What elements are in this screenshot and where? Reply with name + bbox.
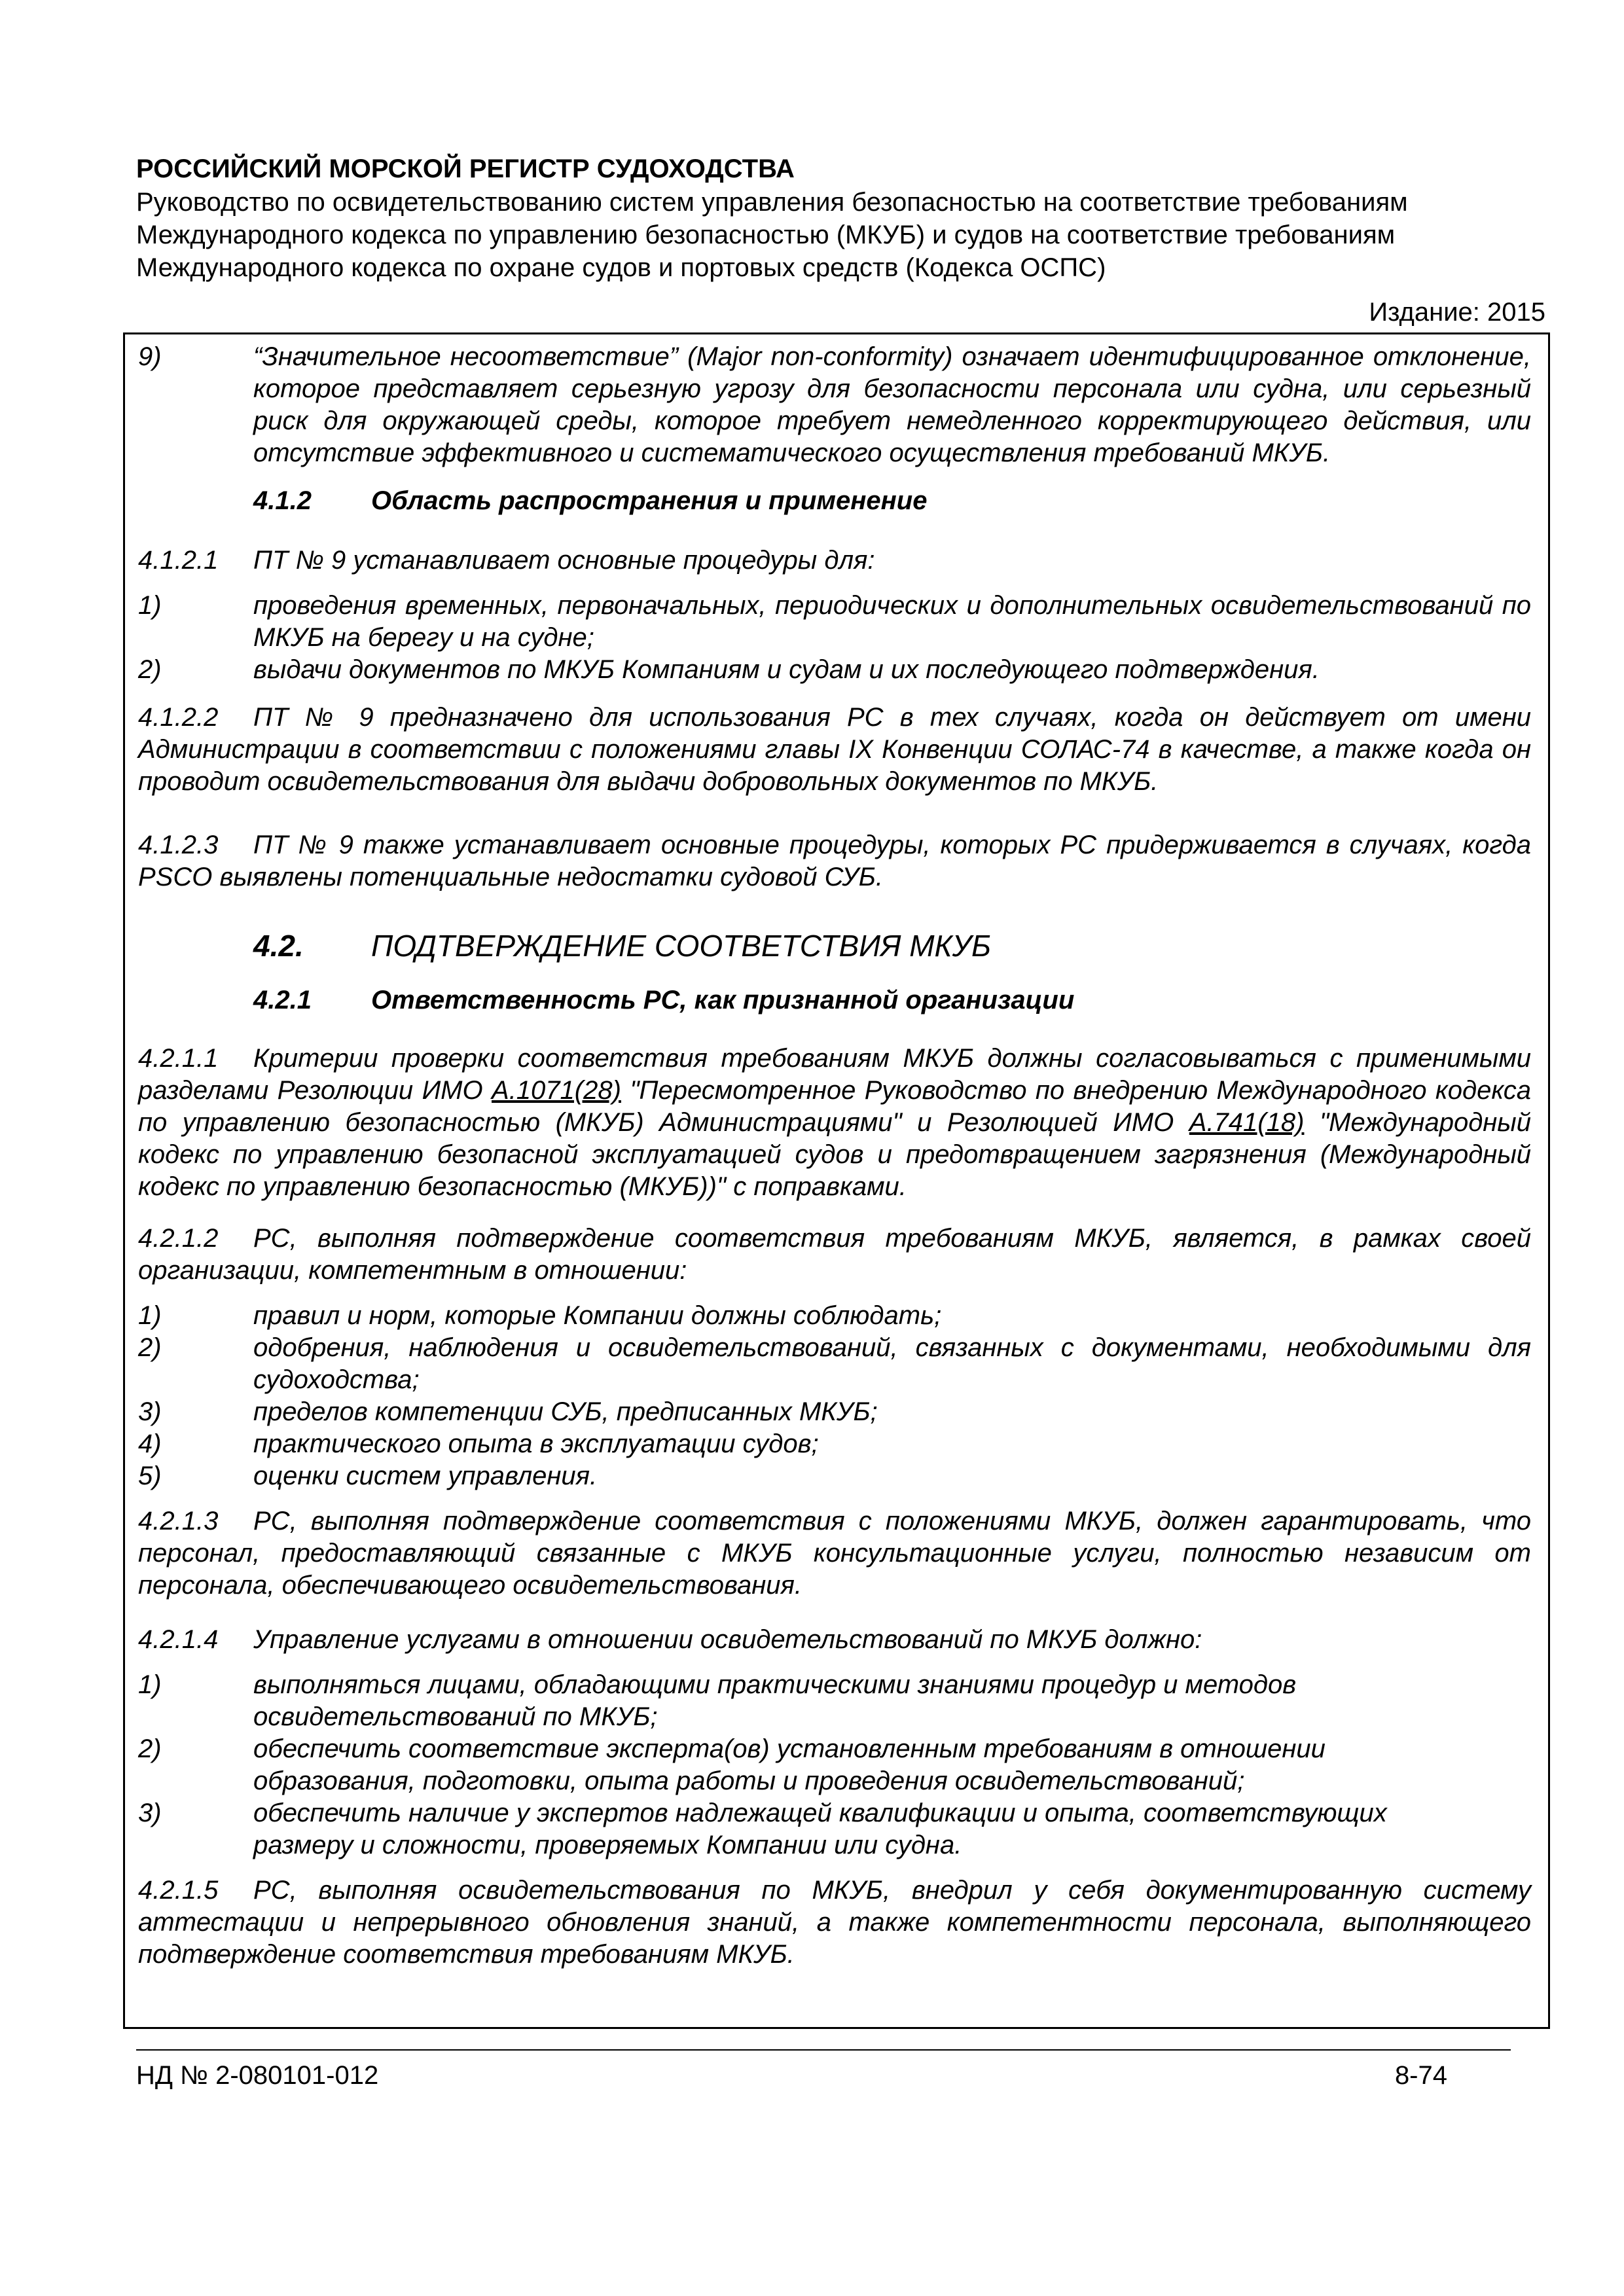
list-item [138,1300,1531,1332]
paragraph-number: 4.2.1.3 [138,1507,219,1535]
content-frame [123,332,1550,2029]
item-number: 3) [138,1397,162,1426]
paragraph-text: РС, выполняя освидетельствования по МКУБ, внедрил у себя документированную систему аттестации и непрерывного обновления знаний, а также компетентности персонала, выполняющего подтверждение соответствия требованиям МКУБ. [138,1876,1531,1969]
item-text: одобрения, наблюдения и освидетельствований, связанных с документами, необходимыми для судоходства; [253,1333,1531,1394]
paragraph-4-1-2-3 [138,829,1531,893]
item-text: проведения временных, первоначальных, периодических и дополнительных освидетельствований по МКУБ на берегу и на судне; [253,591,1531,652]
list-item [138,1733,1531,1797]
paragraph-text: РС, выполняя подтверждение соответствия требованиям МКУБ, является, в рамках своей организации, компетентным в отношении: [138,1224,1531,1285]
list-item [138,1460,1531,1492]
paragraph-number: 4.2.1.2 [138,1224,219,1253]
paragraph-number: 4.2.1.4 [138,1625,219,1654]
item-text: правил и норм, которые Компании должны соблюдать; [253,1301,942,1330]
page-number: 8-74 [1394,2061,1447,2090]
paragraph-4-2-1-2 [138,1223,1531,1287]
list-item [138,1669,1531,1733]
section-heading-4-1-2 [138,485,1531,517]
edition-label: Издание: 2015 [1369,298,1545,327]
paragraph-text: ПТ № 9 устанавливает основные процедуры для: [253,546,875,575]
document-number: НД № 2-080101-012 [136,2061,379,2090]
paragraph-4-2-1-1 [138,1043,1531,1203]
section-title: Ответственность РС, как признанной организации [371,986,1075,1014]
item-text: обеспечить соответствие эксперта(ов) установленным требованиям в отношении образования, подготовки, опыта работы и проведения освидетельствований; [253,1734,1326,1795]
section-number: 4.2.1 [253,986,312,1014]
paragraph-text: "Международный кодекс по управлению безопасной эксплуатацией судов и предотвращением загрязнения (Международный кодекс по управлению безопасностью (МКУБ))" с поправками. [138,1108,1531,1201]
item-number: 1) [138,591,162,620]
item-text: пределов компетенции СУБ, предписанных МКУБ; [253,1397,878,1426]
section-heading-4-2 [138,930,1531,962]
footer-divider [136,2049,1511,2051]
paragraph-4-2-1-5 [138,1874,1531,1971]
section-number: 4.2. [253,929,304,963]
paragraph-text: Критерии проверки соответствия требованиям МКУБ должны согласовываться с применимыми разделами Резолюции ИМО [138,1044,1531,1105]
paragraph-text: РС, выполняя подтверждение соответствия с положениями МКУБ, должен гарантировать, что персонал, предоставляющий связанные с МКУБ консультационные услуги, полностью независим от персонала, обеспечивающего освидетельствования. [138,1507,1531,1600]
paragraph-number: 4.1.2.2 [138,703,219,732]
definition-item-9 [138,341,1531,469]
list-item [138,1396,1531,1428]
header-organization: РОССИЙСКИЙ МОРСКОЙ РЕГИСТР СУДОХОДСТВА [136,154,795,183]
paragraph-4-1-2-2 [138,702,1531,798]
list-item [138,1797,1531,1861]
item-number: 4) [138,1429,162,1458]
header-title-line-1: Руководство по освидетельствованию систем управления безопасностью на соответствие требованиям [136,188,1408,217]
list-4-2-1-4 [138,1669,1531,1861]
section-heading-4-2-1 [138,984,1531,1016]
paragraph-number: 4.1.2.1 [138,546,219,575]
item-number: 3) [138,1799,162,1827]
paragraph-text: Управление услугами в отношении освидетельствований по МКУБ должно: [253,1625,1202,1654]
resolution-link-a741[interactable]: A.741(18) [1189,1108,1305,1137]
paragraph-4-2-1-4 [138,1624,1531,1656]
list-item [138,654,1531,686]
item-text: обеспечить наличие у экспертов надлежащей квалификации и опыта, соответствующих размеру и сложности, проверяемых Компании или судна. [253,1799,1387,1859]
list-4-1-2-1 [138,590,1531,686]
item-number: 2) [138,1734,162,1763]
list-4-2-1-2 [138,1300,1531,1492]
paragraph-text: "Пересмотренное Руководство по внедрению Международного кодекса по управлению безопасностью (МКУБ) Администрациями" и Резолюцией ИМО [138,1076,1531,1137]
item-text: оценки систем управления. [253,1462,598,1490]
paragraph-text: ПТ № 9 также устанавливает основные процедуры, которых РС придерживается в случаях, когда PSCO выявлены потенциальные недостатки судовой СУБ. [138,831,1531,891]
page-header [136,152,1537,284]
paragraph-number: 4.2.1.5 [138,1876,219,1905]
header-title-line-2: Международного кодекса по управлению безопасностью (МКУБ) и судов на соответствие требованиям [136,221,1396,249]
section-title: ПОДТВЕРЖДЕНИЕ СООТВЕТСТВИЯ МКУБ [371,929,991,963]
document-body [138,341,1531,1971]
item-number: 2) [138,1333,162,1362]
paragraph-number: 4.1.2.3 [138,831,219,859]
paragraph-4-2-1-3 [138,1505,1531,1602]
list-item [138,1332,1531,1396]
item-text: практического опыта в эксплуатации судов; [253,1429,819,1458]
paragraph-number: 4.2.1.1 [138,1044,219,1073]
resolution-link-a1071[interactable]: A.1071(28) [492,1076,621,1105]
item-number: 2) [138,655,162,684]
list-item [138,590,1531,654]
item-number: 1) [138,1301,162,1330]
paragraph-4-1-2-1 [138,545,1531,577]
item-number: 9) [138,342,162,371]
item-text: выдачи документов по МКУБ Компаниям и судам и их последующего подтверждения. [253,655,1320,684]
item-text: выполняться лицами, обладающими практическими знаниями процедур и методов освидетельствований по МКУБ; [253,1670,1297,1731]
header-title-line-3: Международного кодекса по охране судов и портовых средств (Кодекса ОСПС) [136,253,1106,282]
list-item [138,1428,1531,1460]
item-number: 1) [138,1670,162,1699]
section-number: 4.1.2 [253,486,312,515]
item-number: 5) [138,1462,162,1490]
paragraph-text: ПТ № 9 предназначено для использования РС в тех случаях, когда он действует от имени Администрации в соответствии с положениями главы IX Конвенции СОЛАС-74 в качестве, а также когда он проводит освидетельствования для выдачи добровольных документов по МКУБ. [138,703,1531,796]
item-text: “Значительное несоответствие” (Major non-conformity) означает идентифицированное отклонение, которое представляет серьезную угрозу для безопасности персонала или судна, или серьезный риск для окружающей среды, которое требует немедленного корректирующего действия, или отсутствие эффективного и систематического осуществления требований МКУБ. [253,342,1531,467]
section-title: Область распространения и применение [371,486,928,515]
